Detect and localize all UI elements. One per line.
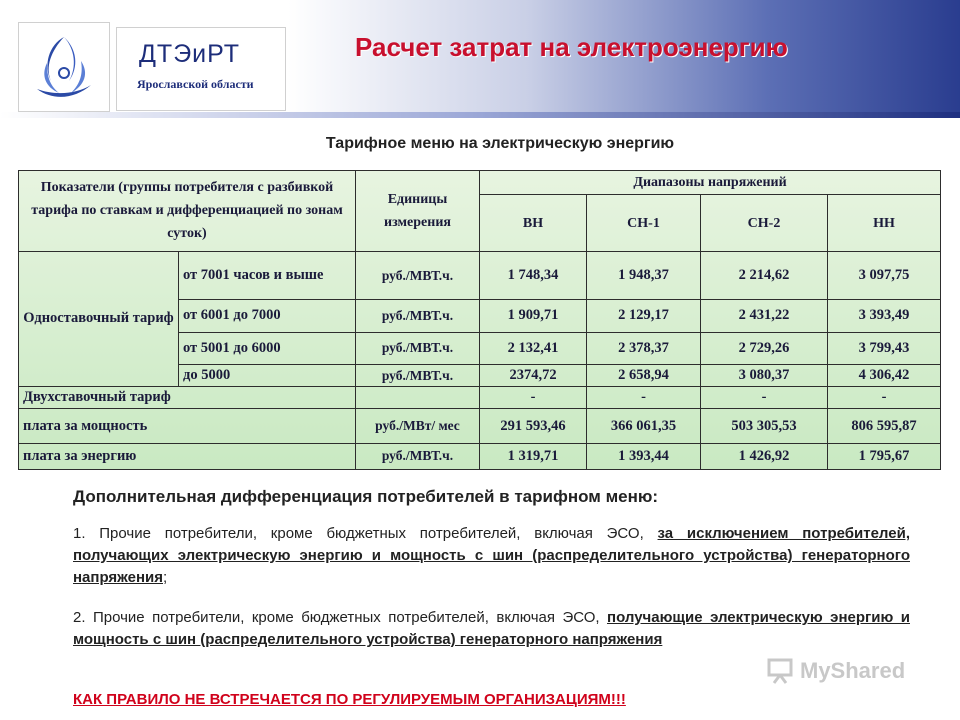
logo-box (18, 22, 110, 112)
cell-sn2: 2 431,22 (701, 300, 828, 332)
cell-sn2: 503 305,53 (701, 409, 828, 443)
cell-nn: 3 393,49 (828, 300, 941, 332)
cell-nn: 3 097,75 (828, 251, 941, 299)
cell-nn: 3 799,43 (828, 332, 941, 364)
cell-nn: 806 595,87 (828, 409, 941, 443)
paragraph-1-underlined: за исключением потребителей, получающих электрическую энергию и мощность с шин (распределительного устройства) генераторного напряжения (73, 525, 910, 586)
cell-sn1: 2 129,17 (587, 300, 701, 332)
row-unit (356, 387, 480, 409)
cell-vn: 2 132,41 (480, 332, 587, 364)
cell-vn: 1 319,71 (480, 443, 587, 469)
row-sub-label: от 7001 часов и выше (179, 251, 356, 299)
table-row-energy (19, 443, 941, 469)
organization-box (116, 27, 286, 111)
cell-sn1: 2 378,37 (587, 332, 701, 364)
row-sub-label: от 5001 до 6000 (179, 332, 356, 364)
paragraph-1 (73, 523, 910, 589)
row-unit: руб./МВТ.ч. (356, 443, 480, 469)
organization-region: Ярославской области (137, 77, 254, 91)
header-vn: ВН (480, 195, 587, 252)
row-unit: руб./МВТ.ч. (356, 300, 480, 332)
row-unit: руб./МВт/ мес (356, 409, 480, 443)
cell-sn2: 1 426,92 (701, 443, 828, 469)
presentation-icon (766, 656, 794, 684)
cell-sn1: 366 061,35 (587, 409, 701, 443)
watermark-text: MyShared (800, 658, 906, 683)
cell-sn1: - (587, 387, 701, 409)
cell-sn1: 2 658,94 (587, 364, 701, 386)
slide-title: Расчет затрат на электроэнергию (355, 32, 788, 62)
header-voltage-ranges: Диапазоны напряжений (480, 171, 941, 195)
paragraph-1-text: 1. Прочие потребители, кроме бюджетных потребителей, включая ЭСО, (73, 525, 658, 542)
single-rate-label: Одноставочный тариф (19, 251, 179, 386)
table-header-row (19, 171, 941, 195)
row-unit: руб./МВТ.ч. (356, 332, 480, 364)
cell-nn: - (828, 387, 941, 409)
header-nn: НН (828, 195, 941, 252)
cell-sn2: 3 080,37 (701, 364, 828, 386)
header-indicators: Показатели (группы потребителя с разбивкой тарифа по ставкам и дифференциацией по зонам суток) (19, 171, 356, 252)
cell-vn: - (480, 387, 587, 409)
table-row-two-rate (19, 387, 941, 409)
organization-name: ДТЭиРТ (139, 40, 240, 68)
table-row (19, 251, 941, 299)
paragraph-2 (73, 607, 910, 651)
cell-nn: 4 306,42 (828, 364, 941, 386)
paragraph-1-end: ; (163, 569, 168, 586)
header-units: Единицы измерения (356, 171, 480, 252)
header-sn2: СН-2 (701, 195, 828, 252)
row-unit: руб./МВТ.ч. (356, 251, 480, 299)
header-sn1: СН-1 (587, 195, 701, 252)
table-caption: Тарифное меню на электрическую энергию (325, 135, 675, 152)
row-sub-label: до 5000 (179, 364, 356, 386)
section-title: Дополнительная дифференциация потребителей в тарифном меню: (73, 487, 659, 506)
cell-nn: 1 795,67 (828, 443, 941, 469)
two-rate-label: Двухставочный тариф (19, 387, 356, 409)
warning-text: КАК ПРАВИЛО НЕ ВСТРЕЧАЕТСЯ ПО РЕГУЛИРУЕМЫМ ОРГАНИЗАЦИЯМ!!! (73, 691, 626, 708)
cell-vn: 1 909,71 (480, 300, 587, 332)
tariff-table (18, 170, 941, 470)
cell-sn1: 1 393,44 (587, 443, 701, 469)
cell-vn: 1 748,34 (480, 251, 587, 299)
cell-sn1: 1 948,37 (587, 251, 701, 299)
watermark (766, 656, 926, 686)
cell-sn2: 2 214,62 (701, 251, 828, 299)
cell-vn: 291 593,46 (480, 409, 587, 443)
row-unit: руб./МВТ.ч. (356, 364, 480, 386)
cell-vn: 2374,72 (480, 364, 587, 386)
paragraph-2-text: 2. Прочие потребители, кроме бюджетных потребителей, включая ЭСО, (73, 609, 608, 626)
row-sub-label: от 6001 до 7000 (179, 300, 356, 332)
cell-sn2: 2 729,26 (701, 332, 828, 364)
cell-sn2: - (701, 387, 828, 409)
paragraph-2-underlined: получающие электрическую энергию и мощность с шин (распределительного устройства) генераторного напряжения (73, 609, 910, 648)
organization-logo-icon (19, 23, 109, 111)
table-row-capacity (19, 409, 941, 443)
capacity-label: плата за мощность (19, 409, 356, 443)
energy-label: плата за энергию (19, 443, 356, 469)
